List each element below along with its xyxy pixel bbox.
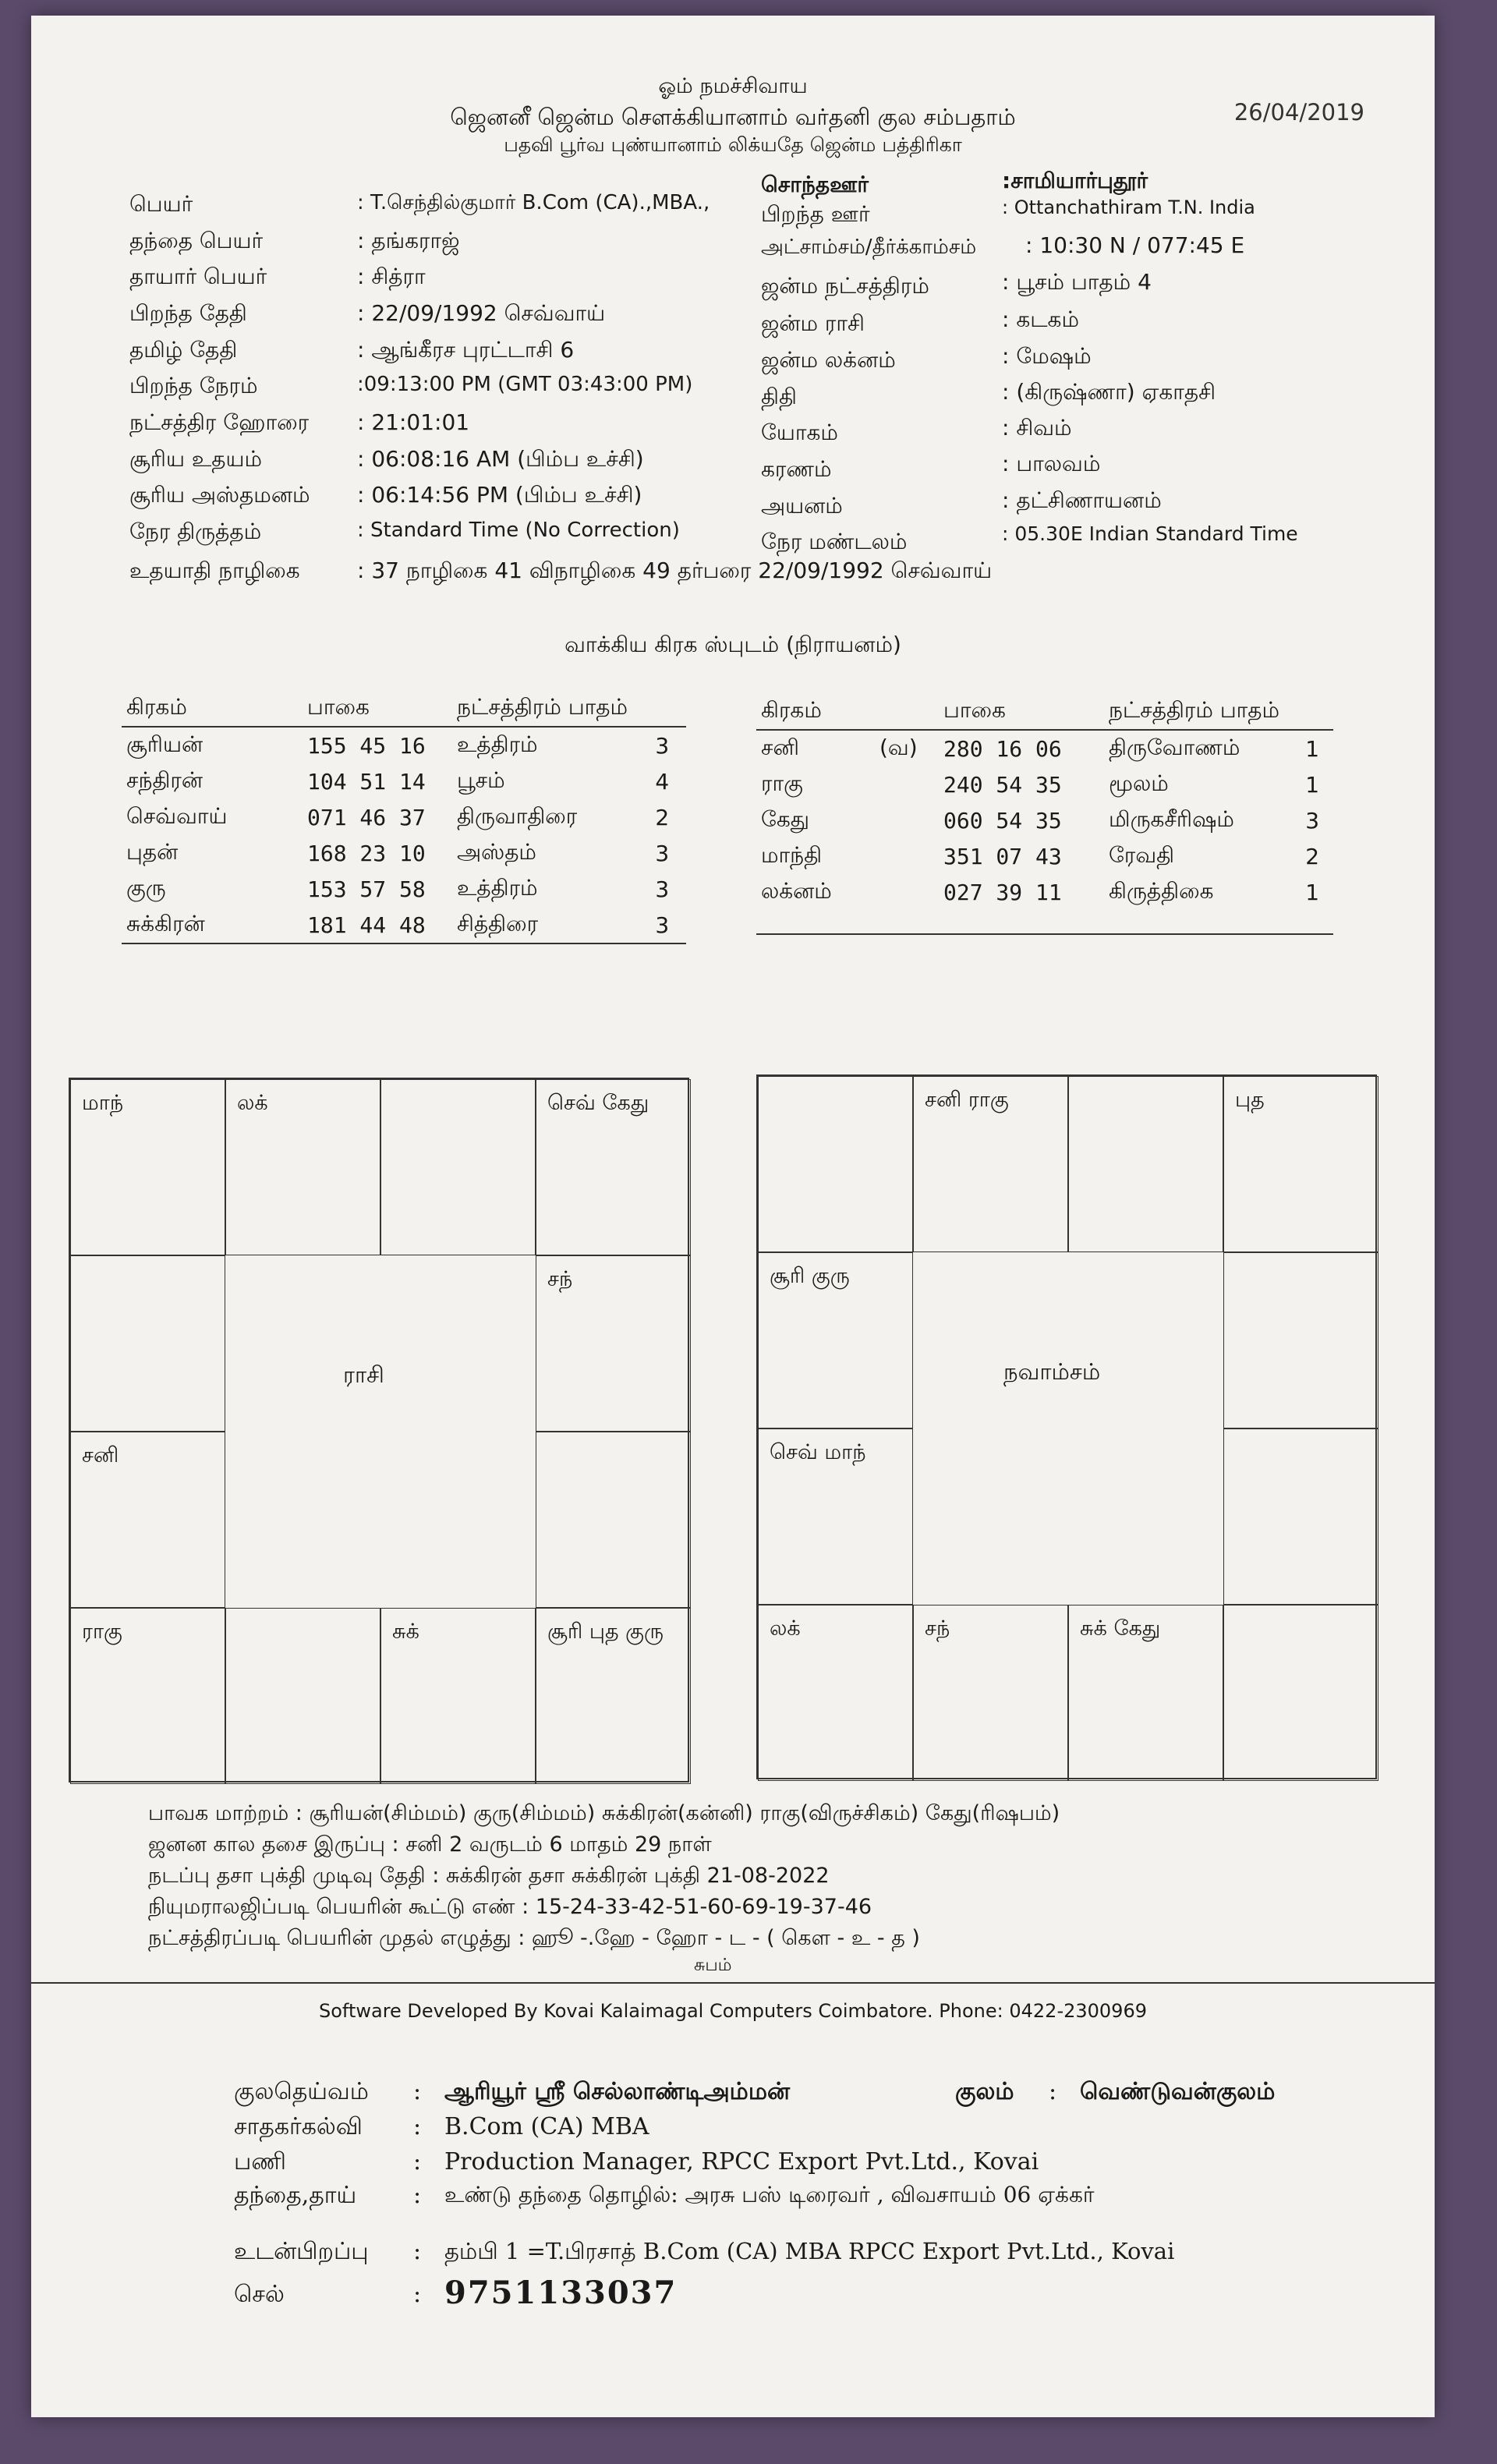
planet-pada: 1 xyxy=(1305,735,1320,762)
info-label: அட்சாம்சம்/தீர்க்காம்சம் xyxy=(761,235,977,259)
col-planet: கிரகம் xyxy=(122,691,303,727)
info-label: நேர திருத்தம் xyxy=(129,519,262,544)
header-sloka-line-2: பதவி பூர்வ புண்யானாம் லிக்யதே ஜென்ம பத்திரிகா xyxy=(504,133,962,156)
parents-label: தந்தை,தாய் xyxy=(234,2182,357,2209)
house-makara: சனி xyxy=(70,1432,225,1608)
house-kataka xyxy=(1223,1252,1378,1428)
mobile-label: செல் xyxy=(234,2281,285,2308)
info-value: :சாமியார்புதூர் xyxy=(1002,168,1148,193)
sibling-label: உடன்பிறப்பு xyxy=(234,2238,369,2265)
info-value: : 10:30 N / 077:45 E xyxy=(1025,232,1245,258)
kulam-label: குலம் xyxy=(955,2078,1014,2105)
divider xyxy=(31,1982,1435,1984)
house-mithuna: செவ் கேது xyxy=(536,1079,691,1255)
table-row xyxy=(122,871,686,907)
parents-row xyxy=(31,2182,1435,2221)
info-label: நட்சத்திர ஹோரை xyxy=(129,409,310,435)
planet-pada: 3 xyxy=(655,732,670,759)
planet-name: சனி xyxy=(761,734,799,760)
info-value: : தங்கராஜ் xyxy=(357,228,460,253)
planet-star: உத்திரம் xyxy=(457,874,538,901)
info-label: ஜன்ம ராசி xyxy=(761,310,865,336)
job-label: பணி xyxy=(234,2148,286,2175)
planet-star: பூசம் xyxy=(457,766,505,793)
house-kataka: சந் xyxy=(536,1255,691,1432)
house-kanni: சூரி புத குரு xyxy=(536,1608,691,1784)
sibling-value: தம்பி 1 =T.பிரசாத் B.Com (CA) MBA RPCC Export Pvt.Ltd., Kovai xyxy=(444,2238,1175,2264)
planet-pada: 1 xyxy=(1305,879,1320,905)
planet-pada: 3 xyxy=(650,907,686,943)
planet-star: திருவோணம் xyxy=(1109,734,1240,760)
house-simha xyxy=(536,1432,691,1608)
col-star: நட்சத்திரம் பாதம் xyxy=(452,691,686,727)
rasi-chart-label: ராசி xyxy=(343,1361,384,1388)
education-row xyxy=(31,2113,1435,2152)
education-value: B.Com (CA) MBA xyxy=(444,2113,649,2140)
kuladeivam-label: குலதெய்வம் xyxy=(234,2078,369,2105)
kuladeivam-value: ஆரியூர் ஸ்ரீ செல்லாண்டிஅம்மன் xyxy=(444,2078,791,2105)
house-dhanus: ராகு xyxy=(70,1608,225,1784)
house-dhanus: லக் xyxy=(758,1605,913,1781)
house-meena: மாந் xyxy=(70,1079,225,1255)
planet-name: குரு xyxy=(126,874,166,901)
col-planet: கிரகம் xyxy=(756,694,875,730)
info-value: : சித்ரா xyxy=(357,264,426,289)
planet-degree: 280 16 06 xyxy=(943,735,1062,762)
info-value: :09:13:00 PM (GMT 03:43:00 PM) xyxy=(357,373,693,396)
planet-name: ராகு xyxy=(761,770,803,796)
planet-retro xyxy=(875,802,939,838)
info-value: : 05.30E Indian Standard Time xyxy=(1002,522,1298,545)
planet-table-left xyxy=(122,691,686,944)
info-label: பிறந்த ஊர் xyxy=(761,201,870,227)
planet-retro xyxy=(875,766,939,802)
info-label: நேர மண்டலம் xyxy=(761,529,908,554)
table-row xyxy=(122,727,686,763)
table-row xyxy=(122,763,686,799)
table-row xyxy=(122,907,686,943)
info-label: ஜன்ம நட்சத்திரம் xyxy=(761,273,929,299)
info-label: ஜன்ம லக்னம் xyxy=(761,347,896,373)
house-rishaba xyxy=(1068,1076,1223,1252)
house-kumbha xyxy=(70,1255,225,1432)
info-label: பிறந்த தேதி xyxy=(129,300,247,326)
navamsa-chart xyxy=(756,1074,1377,1779)
house-meena xyxy=(758,1076,913,1252)
info-value: : தட்சிணாயனம் xyxy=(1002,487,1162,513)
job-value: Production Manager, RPCC Export Pvt.Ltd., Kovai xyxy=(444,2148,1039,2175)
planet-degree: 153 57 58 xyxy=(307,876,426,902)
planet-star: உத்திரம் xyxy=(457,731,538,757)
house-viruchika: சந் xyxy=(913,1605,1068,1781)
info-value: : பாலவம் xyxy=(1002,451,1101,476)
dasa-balance: ஜனன கால தசை இருப்பு : சனி 2 வருடம் 6 மாதம் 29 நாள் xyxy=(148,1832,712,1857)
planet-name: செவ்வாய் xyxy=(126,802,228,829)
info-label: யோகம் xyxy=(761,420,838,445)
planet-degree: 168 23 10 xyxy=(307,840,426,866)
info-value: : 37 நாழிகை 41 விநாழிகை 49 தர்பரை 22/09/1992 செவ்வாய் xyxy=(357,558,993,583)
colon: : xyxy=(413,2148,422,2175)
planet-star: மூலம் xyxy=(1109,770,1169,796)
info-label: சொந்தஊர் xyxy=(761,172,869,197)
planet-name: மாந்தி xyxy=(761,841,823,868)
info-value: : 06:08:16 AM (பிம்ப உச்சி) xyxy=(357,446,644,472)
info-value: : பூசம் பாதம் 4 xyxy=(1002,269,1152,295)
planet-degree: 071 46 37 xyxy=(307,804,426,830)
col-star: நட்சத்திரம் பாதம் xyxy=(1104,694,1333,730)
colon: : xyxy=(1049,2078,1057,2105)
planet-star: ரேவதி xyxy=(1109,841,1175,868)
table-row xyxy=(122,835,686,871)
colon: : xyxy=(413,2182,422,2209)
parents-value: உண்டு தந்தை தொழில்: அரசு பஸ் டிரைவர் , விவசாயம் 06 ஏக்கர் xyxy=(444,2182,1095,2207)
colon: : xyxy=(413,2281,422,2308)
info-label: உதயாதி நாழிகை xyxy=(129,558,300,583)
table-row xyxy=(756,838,1333,874)
info-label: பிறந்த நேரம் xyxy=(129,373,258,398)
info-label: அயனம் xyxy=(761,493,843,519)
planet-star: மிருகசீரிஷம் xyxy=(1109,805,1234,832)
planet-degree: 240 54 35 xyxy=(943,771,1062,798)
info-label: தந்தை பெயர் xyxy=(129,228,264,253)
planet-name: சுக்கிரன் xyxy=(122,907,303,943)
header-sloka-line: ஜெனனீ ஜென்ம சௌக்கியானாம் வர்தனி குல சம்பதாம் xyxy=(450,104,1016,130)
house-simha xyxy=(1223,1428,1378,1605)
info-label: கரணம் xyxy=(761,456,832,482)
planet-star: கிருத்திகை xyxy=(1109,877,1214,904)
house-kumbha: சூரி குரு xyxy=(758,1252,913,1428)
planet-degree: 181 44 48 xyxy=(303,907,452,943)
current-dasa: நடப்பு தசா புக்தி முடிவு தேதி : சுக்கிரன் தசா சுக்கிரன் புக்தி 21-08-2022 xyxy=(148,1864,830,1888)
col-degree: பாகை xyxy=(303,691,452,727)
name-letters: நட்சத்திரப்படி பெயரின் முதல் எழுத்து : ஹூ -.ஹே - ஹோ - ட - ( கௌ - உ - த ) xyxy=(148,1926,920,1950)
info-label: சூரிய உதயம் xyxy=(129,446,263,472)
info-label: சூரிய அஸ்தமனம் xyxy=(129,482,310,508)
education-label: சாதகர்கல்வி xyxy=(234,2113,363,2140)
planet-degree: 060 54 35 xyxy=(943,807,1062,834)
info-value: : மேஷம் xyxy=(1002,343,1092,369)
planet-degree: 027 39 11 xyxy=(943,879,1062,905)
horoscope-document xyxy=(31,16,1435,2417)
info-value: : 22/09/1992 செவ்வாய் xyxy=(357,300,606,326)
planet-name: லக்னம் xyxy=(761,877,832,904)
planet-pada: 1 xyxy=(1305,771,1320,798)
table-row xyxy=(122,799,686,835)
table-row xyxy=(756,802,1333,838)
udayathi-naazhigai xyxy=(129,558,992,586)
print-date: 26/04/2019 xyxy=(1233,99,1364,126)
info-label: பெயர் xyxy=(129,191,193,217)
info-label: தாயார் பெயர் xyxy=(129,264,267,289)
info-value: : Standard Time (No Correction) xyxy=(357,519,680,542)
house-mesha: சனி ராகு xyxy=(913,1076,1068,1252)
house-viruchika xyxy=(225,1608,380,1784)
planet-name: கேது xyxy=(761,805,810,832)
software-credit: Software Developed By Kovai Kalaimagal Computers Coimbatore. Phone: 0422-2300969 xyxy=(319,2000,1147,2022)
planet-table-title: வாக்கிய கிரக ஸ்புடம் (நிராயனம்) xyxy=(564,632,901,657)
info-value: : சிவம் xyxy=(1002,415,1072,441)
house-kanni xyxy=(1223,1605,1378,1781)
planet-retro: (வ) xyxy=(879,734,918,760)
header-invocation: ஓம் நமச்சிவாய xyxy=(658,74,808,98)
planet-pada: 2 xyxy=(655,804,670,830)
planet-star: சித்திரை xyxy=(452,907,650,943)
mobile-row xyxy=(31,2275,1435,2328)
info-value: : 06:14:56 PM (பிம்ப உச்சி) xyxy=(357,482,642,508)
planet-pada: 3 xyxy=(1305,807,1320,834)
planet-name: சந்திரன் xyxy=(126,766,203,793)
planet-pada: 4 xyxy=(655,768,670,795)
info-value: : T.செந்தில்குமார் B.Com (CA).,MBA., xyxy=(357,191,710,214)
planet-retro xyxy=(875,838,939,874)
mobile-number: 9751133037 xyxy=(444,2275,678,2311)
colon: : xyxy=(413,2238,422,2265)
table-row xyxy=(756,730,1333,766)
kuladeivam-row xyxy=(31,2078,1435,2117)
subam: சுபம் xyxy=(694,1956,732,1975)
planet-degree: 155 45 16 xyxy=(307,732,426,759)
planet-star: அஸ்தம் xyxy=(457,838,536,865)
bhava-change: பாவக மாற்றம் : சூரியன்(சிம்மம்) குரு(சிம்மம்) சுக்கிரன்(கன்னி) ராகு(விருச்சிகம்) கேது(ரிஷபம்) xyxy=(148,1801,1060,1825)
planet-degree: 351 07 43 xyxy=(943,843,1062,869)
colon: : xyxy=(413,2113,422,2140)
planet-table-right xyxy=(756,694,1333,935)
kulam-value: வெண்டுவன்குலம் xyxy=(1080,2078,1276,2105)
house-rishaba xyxy=(380,1079,536,1255)
planet-pada: 3 xyxy=(655,840,670,866)
birth-details-right xyxy=(31,16,1435,561)
planet-retro xyxy=(875,874,939,910)
planet-star: திருவாதிரை xyxy=(457,802,578,829)
navamsa-chart-label: நவாம்சம் xyxy=(1003,1358,1101,1385)
table-row xyxy=(756,874,1333,910)
col-degree: பாகை xyxy=(939,694,1104,730)
info-value: : Ottanchathiram T.N. India xyxy=(1002,196,1255,218)
info-value: : கடகம் xyxy=(1002,306,1079,332)
planet-name: புதன் xyxy=(126,838,179,865)
house-thula: சுக் xyxy=(380,1608,536,1784)
rasi-chart xyxy=(69,1078,689,1783)
info-value: : 21:01:01 xyxy=(357,409,470,435)
numerology: நியுமராலஜிப்படி பெயரின் கூட்டு எண் : 15-24-33-42-51-60-69-19-37-46 xyxy=(148,1895,872,1919)
planet-name: சூரியன் xyxy=(126,731,203,757)
house-thula: சுக் கேது xyxy=(1068,1605,1223,1781)
planet-pada: 2 xyxy=(1305,843,1320,869)
table-row xyxy=(756,766,1333,802)
colon: : xyxy=(413,2078,422,2105)
info-value: : ஆங்கீரச புரட்டாசி 6 xyxy=(357,337,575,363)
info-value: : (கிருஷ்ணா) ஏகாதசி xyxy=(1002,379,1216,405)
house-mesha: லக் xyxy=(225,1079,380,1255)
info-label: தமிழ் தேதி xyxy=(129,337,238,363)
house-mithuna: புத xyxy=(1223,1076,1378,1252)
info-label: திதி xyxy=(761,384,797,409)
planet-degree: 104 51 14 xyxy=(307,768,426,795)
house-makara: செவ் மாந் xyxy=(758,1428,913,1605)
sibling-row xyxy=(31,2238,1435,2277)
planet-pada: 3 xyxy=(655,876,670,902)
